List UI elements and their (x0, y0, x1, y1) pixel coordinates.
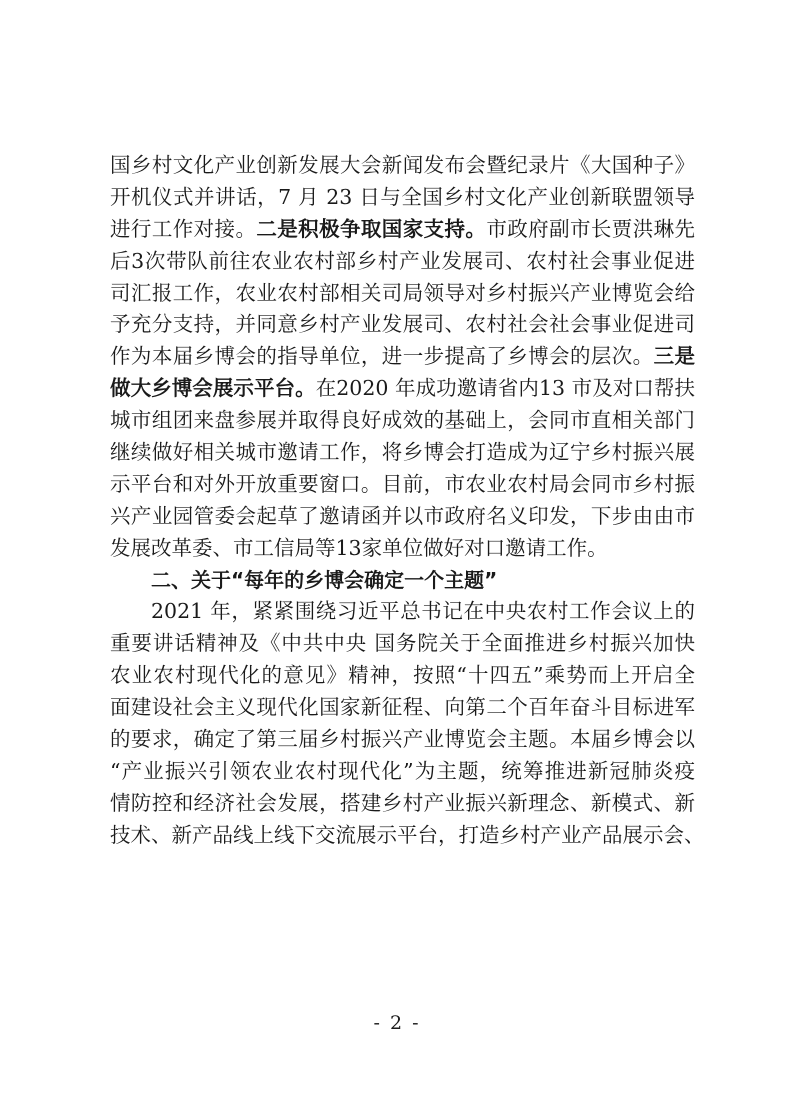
bold-point-two: 二是积极争取国家支持。 (256, 216, 487, 241)
text-line-16: 农业农村现代化的意见》精神，按照“十四五”乘势而上开启全 (110, 663, 695, 688)
text-line-1: 国乡村文化产业创新发展大会新闻发布会暨纪录片《大国种子》 (110, 153, 695, 177)
text-segment: 在2020 年成功邀请省内13 市及对口帮扶 (315, 376, 695, 401)
text-line-14: 2021 年，紧紧围绕习近平总书记在中央农村工作会议上的 (151, 599, 695, 624)
text-segment: 市政府副市长贾洪琳先 (486, 216, 696, 241)
section-heading: 二、关于“每年的乡博会确定一个主题” (151, 567, 498, 592)
text-line-19: “产业振兴引领农业农村现代化”为主题，统筹推进新冠肺炎疫 (110, 758, 695, 783)
document-body (110, 150, 705, 852)
bold-point-three: 三是 (653, 344, 696, 369)
text-line-10: 继续做好相关城市邀请工作，将乡博会打造成为辽宁乡村振兴展 (110, 440, 695, 465)
text-line-20: 情防控和经济社会发展，搭建乡村产业振兴新理念、新模式、新 (110, 790, 695, 815)
text-line-4: 后3次带队前往农业农村部乡村产业发展司、农村社会事业促进 (110, 248, 695, 273)
text-line-18: 的要求，确定了第三届乡村振兴产业博览会主题。本届乡博会以 (110, 727, 695, 752)
text-line-3 (110, 214, 695, 245)
text-line-11: 示平台和对外开放重要窗口。目前，市农业农村局会同市乡村振 (110, 471, 695, 496)
text-line-9: 城市组团来盘参展并取得良好成效的基础上，会同市直相关部门 (110, 408, 695, 433)
text-line-5: 司汇报工作，农业农村部相关司局领导对乡村振兴产业博览会给 (110, 280, 695, 305)
text-line-6: 予充分支持，并同意乡村产业发展司、农村社会社会事业促进司 (110, 312, 695, 337)
text-segment: 进行工作对接。 (110, 216, 257, 241)
page-number: - 2 - (373, 1012, 421, 1034)
bold-point-three-cont: 做大乡博会展示平台。 (110, 376, 316, 401)
text-line-8 (110, 373, 695, 404)
text-line-7 (110, 341, 695, 372)
text-line-2: 开机仪式并讲话，7 月 23 日与全国乡村文化产业创新联盟领导 (110, 184, 695, 209)
text-segment: 作为本届乡博会的指导单位，进一步提高了乡博会的层次。 (110, 344, 654, 369)
text-line-13: 发展改革委、市工信局等13家单位做好对口邀请工作。 (110, 535, 608, 560)
text-line-21: 技术、新产品线上线下交流展示平台，打造乡村产业产品展示会、 (110, 822, 705, 847)
text-line-17: 面建设社会主义现代化国家新征程、向第二个百年奋斗目标进军 (110, 695, 695, 720)
text-line-12: 兴产业园管委会起草了邀请函并以市政府名义印发，下步由由市 (110, 503, 695, 528)
text-line-15: 重要讲话精神及《中共中央 国务院关于全面推进乡村振兴加快 (110, 631, 695, 656)
